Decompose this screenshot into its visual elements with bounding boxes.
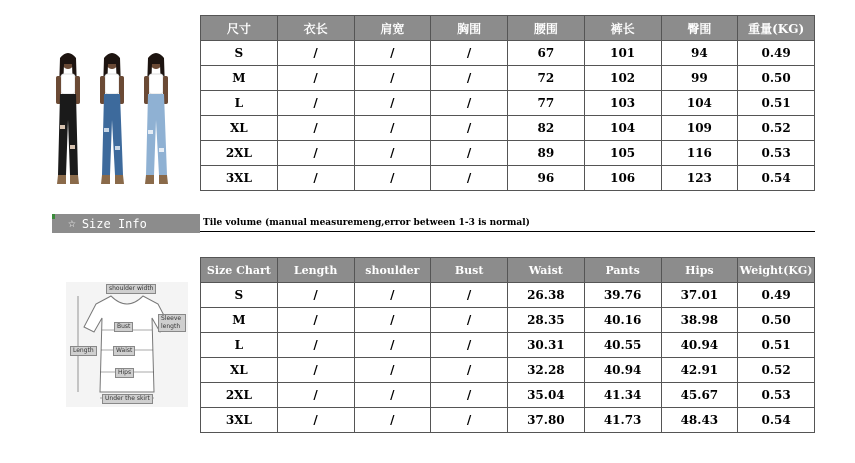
table-cell: / — [354, 166, 431, 191]
header-cell: 腰围 — [508, 16, 585, 41]
table-cell: / — [354, 66, 431, 91]
table-row — [201, 66, 815, 91]
table-cell: 0.53 — [738, 383, 815, 408]
table-cell: 0.53 — [738, 141, 815, 166]
table-cell: 3XL — [201, 166, 278, 191]
table-cell: / — [354, 41, 431, 66]
table-cell: 0.52 — [738, 116, 815, 141]
table-cell: 40.94 — [661, 333, 738, 358]
table-row — [201, 116, 815, 141]
divider-line — [200, 231, 815, 232]
header-cell: shoulder — [354, 258, 431, 283]
table-cell: 82 — [508, 116, 585, 141]
dress-outline-icon — [66, 282, 188, 407]
header-cell: Bust — [431, 258, 508, 283]
bust-label: Bust — [114, 322, 133, 332]
table-cell: 103 — [584, 91, 661, 116]
table-cell: 3XL — [201, 408, 278, 433]
table-cell: S — [201, 41, 278, 66]
sleeve-label: Sleeve length — [158, 314, 186, 332]
header-cell: 裤长 — [584, 16, 661, 41]
header-cell: 胸围 — [431, 16, 508, 41]
table-cell: / — [277, 141, 354, 166]
table-cell: 123 — [661, 166, 738, 191]
table-cell: M — [201, 66, 278, 91]
table-row — [201, 383, 815, 408]
table-cell: 0.50 — [738, 308, 815, 333]
model-black-jeans — [56, 53, 80, 184]
size-info-bar — [52, 214, 200, 233]
table-cell: 104 — [584, 116, 661, 141]
table-cell: / — [431, 166, 508, 191]
table-row — [201, 166, 815, 191]
table-cell: XL — [201, 358, 278, 383]
table-cell: / — [431, 308, 508, 333]
table-cell: 94 — [661, 41, 738, 66]
table-cell: / — [354, 308, 431, 333]
table-cell: 40.55 — [584, 333, 661, 358]
table-cell: / — [354, 333, 431, 358]
table-cell: 106 — [584, 166, 661, 191]
table-cell: / — [277, 91, 354, 116]
table-cell: / — [431, 141, 508, 166]
header-cell: Hips — [661, 258, 738, 283]
table-cell: / — [354, 116, 431, 141]
table-cell: L — [201, 91, 278, 116]
table-cell: 102 — [584, 66, 661, 91]
table-row — [201, 408, 815, 433]
table-cell: XL — [201, 116, 278, 141]
table-header-row — [201, 16, 815, 41]
table-cell: 0.51 — [738, 333, 815, 358]
table-cell: 116 — [661, 141, 738, 166]
table-cell: / — [277, 383, 354, 408]
header-cell: 衣长 — [277, 16, 354, 41]
header-cell: Waist — [508, 258, 585, 283]
table-row — [201, 283, 815, 308]
table-cell: / — [354, 408, 431, 433]
table-cell: 41.34 — [584, 383, 661, 408]
table-cell: 35.04 — [508, 383, 585, 408]
waist-label: Waist — [113, 346, 135, 356]
table-cell: / — [277, 308, 354, 333]
table-cell: 28.35 — [508, 308, 585, 333]
header-cell: 臀围 — [661, 16, 738, 41]
table-cell: / — [354, 383, 431, 408]
table-cell: 42.91 — [661, 358, 738, 383]
table-cell: / — [431, 91, 508, 116]
measurement-note: Tile volume (manual measuremeng,error between 1-3 is normal) — [203, 218, 530, 228]
table-cell: / — [277, 116, 354, 141]
table-row — [201, 41, 815, 66]
green-corner-mark — [52, 214, 55, 219]
table-cell: / — [277, 408, 354, 433]
header-cell: Length — [277, 258, 354, 283]
size-info-title: Size Info — [81, 216, 147, 231]
table-cell: / — [277, 66, 354, 91]
table-cell: 37.80 — [508, 408, 585, 433]
table-header-row — [201, 258, 815, 283]
table-cell: 72 — [508, 66, 585, 91]
table-cell: 0.52 — [738, 358, 815, 383]
header-cell: 重量(KG) — [738, 16, 815, 41]
table-cell: 0.49 — [738, 283, 815, 308]
table-cell: 105 — [584, 141, 661, 166]
table-row — [201, 333, 815, 358]
table-cell: S — [201, 283, 278, 308]
table-cell: 99 — [661, 66, 738, 91]
model-blue-jeans — [100, 53, 124, 184]
shoulder-label: shoulder width — [106, 284, 156, 294]
table-cell: 0.54 — [738, 408, 815, 433]
table-cell: 37.01 — [661, 283, 738, 308]
hips-label: Hips — [115, 368, 134, 378]
table-cell: 2XL — [201, 383, 278, 408]
table-cell: 39.76 — [584, 283, 661, 308]
table-cell: 67 — [508, 41, 585, 66]
header-cell: Pants — [584, 258, 661, 283]
table-cell: / — [431, 41, 508, 66]
table-cell: L — [201, 333, 278, 358]
table-cell: 0.50 — [738, 66, 815, 91]
models-photo — [46, 50, 181, 190]
star-icon: ☆ — [68, 216, 76, 231]
table-cell: 41.73 — [584, 408, 661, 433]
table-row — [201, 308, 815, 333]
length-label: Length — [70, 346, 97, 356]
table-row — [201, 358, 815, 383]
table-cell: 26.38 — [508, 283, 585, 308]
table-cell: / — [431, 383, 508, 408]
measurement-diagram — [66, 282, 188, 407]
table-cell: / — [431, 116, 508, 141]
table-row — [201, 141, 815, 166]
table-cell: 89 — [508, 141, 585, 166]
header-cell: 尺寸 — [201, 16, 278, 41]
table-cell: 2XL — [201, 141, 278, 166]
table-cell: / — [277, 166, 354, 191]
table-cell: / — [354, 141, 431, 166]
table-cell: 109 — [661, 116, 738, 141]
table-cell: / — [431, 358, 508, 383]
table-cell: 48.43 — [661, 408, 738, 433]
table-cell: 104 — [661, 91, 738, 116]
model-light-blue-jeans — [144, 53, 168, 184]
table-cell: 77 — [508, 91, 585, 116]
size-table-cm — [200, 15, 815, 191]
header-cell: Weight(KG) — [738, 258, 815, 283]
table-cell: / — [431, 283, 508, 308]
table-cell: / — [277, 283, 354, 308]
table-cell: M — [201, 308, 278, 333]
table-cell: 30.31 — [508, 333, 585, 358]
table-cell: 40.94 — [584, 358, 661, 383]
table-cell: / — [277, 41, 354, 66]
header-cell: Size Chart — [201, 258, 278, 283]
header-cell: 肩宽 — [354, 16, 431, 41]
table-row — [201, 91, 815, 116]
table-cell: / — [354, 358, 431, 383]
table-cell: 96 — [508, 166, 585, 191]
table-cell: 40.16 — [584, 308, 661, 333]
skirt-label: Under the skirt — [102, 394, 153, 404]
table-cell: / — [431, 408, 508, 433]
table-cell: / — [277, 333, 354, 358]
table-cell: 0.51 — [738, 91, 815, 116]
size-table-inch — [200, 257, 815, 433]
table-cell: 45.67 — [661, 383, 738, 408]
table-cell: / — [431, 333, 508, 358]
table-cell: / — [354, 91, 431, 116]
table-cell: / — [354, 283, 431, 308]
table-cell: 0.54 — [738, 166, 815, 191]
table-cell: / — [277, 358, 354, 383]
table-cell: 32.28 — [508, 358, 585, 383]
table-cell: 101 — [584, 41, 661, 66]
table-cell: 0.49 — [738, 41, 815, 66]
table-cell: / — [431, 66, 508, 91]
table-cell: 38.98 — [661, 308, 738, 333]
